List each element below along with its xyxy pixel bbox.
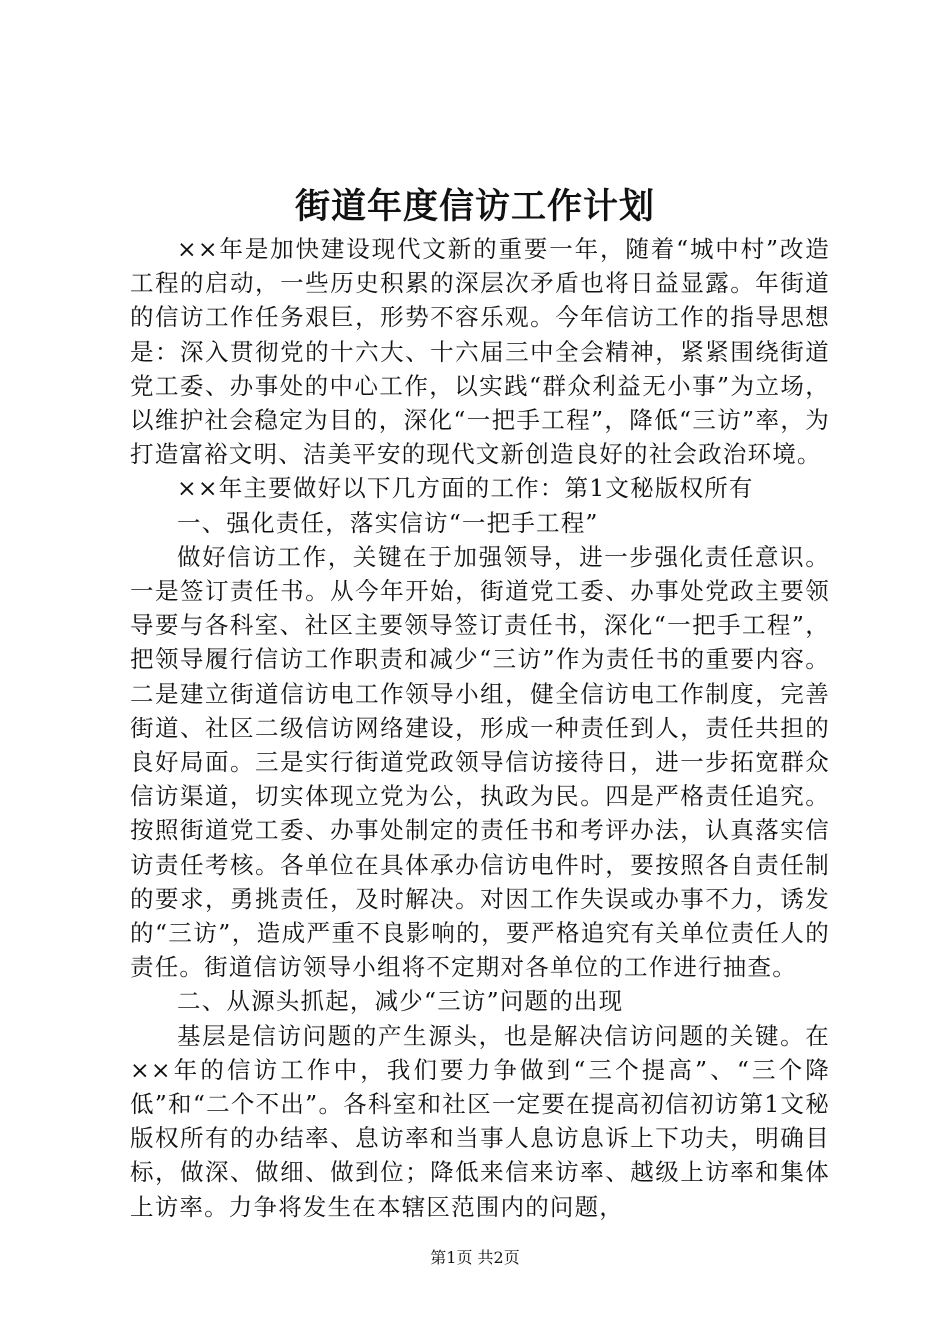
page-footer: 第1页 共2页 bbox=[430, 1248, 520, 1267]
document-title: 街道年度信访工作计划 bbox=[294, 186, 655, 227]
section-heading-2: 二、从源头抓起，减少“三访”问题的出现 bbox=[177, 987, 624, 1016]
paragraph-intro: ××年是加快建设现代文新的重要一年，随着“城中村”改造工程的启动，一些历史积累的深层次矛盾也将日益显露。年街道的信访工作任务艰巨，形势不容乐观。今年信访工作的指导思想是：深入贯彻党的十六大、十六届三中全会精神，紧紧围绕街道党工委、办事处的中心工作，以实践“群众利益无小事”为立场，以维护社会稳定为目的，深化“一把手工程”，降低“三访”率，为打造富裕文明、洁美平安的现代文新创造良好的社会政治环境。 bbox=[130, 235, 830, 469]
paragraph-section-2: 基层是信访问题的产生源头，也是解决信访问题的关键。在××年的信访工作中，我们要力争做到“三个提高”、“三个降低”和“二个不出”。各科室和社区一定要在提高初信初访第1文秘版权所有的办结率、息访率和当事人息访息诉上下功夫，明确目标，做深、做细、做到位；降低来信来访率、越级上访率和集体上访率。力争将发生在本辖区范围内的问题， bbox=[130, 1021, 830, 1221]
paragraph-main-tasks: ××年主要做好以下几方面的工作：第1文秘版权所有 bbox=[177, 474, 754, 503]
section-heading-1: 一、强化责任，落实信访“一把手工程” bbox=[177, 508, 599, 537]
document-body bbox=[130, 232, 830, 1224]
paragraph-section-1: 做好信访工作，关键在于加强领导，进一步强化责任意识。一是签订责任书。从今年开始，街道党工委、办事处党政主要领导要与各科室、社区主要领导签订责任书，深化“一把手工程”，把领导履行信访工作职责和减少“三访”作为责任书的重要内容。二是建立街道信访电工作领导小组，健全信访电工作制度，完善街道、社区二级信访网络建设，形成一种责任到人，责任共担的良好局面。三是实行街道党政领导信访接待日，进一步拓宽群众信访渠道，切实体现立党为公，执政为民。四是严格责任追究。按照街道党工委、办事处制定的责任书和考评办法，认真落实信访责任考核。各单位在具体承办信访电件时，要按照各自责任制的要求，勇挑责任，及时解决。对因工作失误或办事不力，诱发的“三访”，造成严重不良影响的，要严格追究有关单位责任人的责任。街道信访领导小组将不定期对各单位的工作进行抽查。 bbox=[130, 542, 830, 982]
